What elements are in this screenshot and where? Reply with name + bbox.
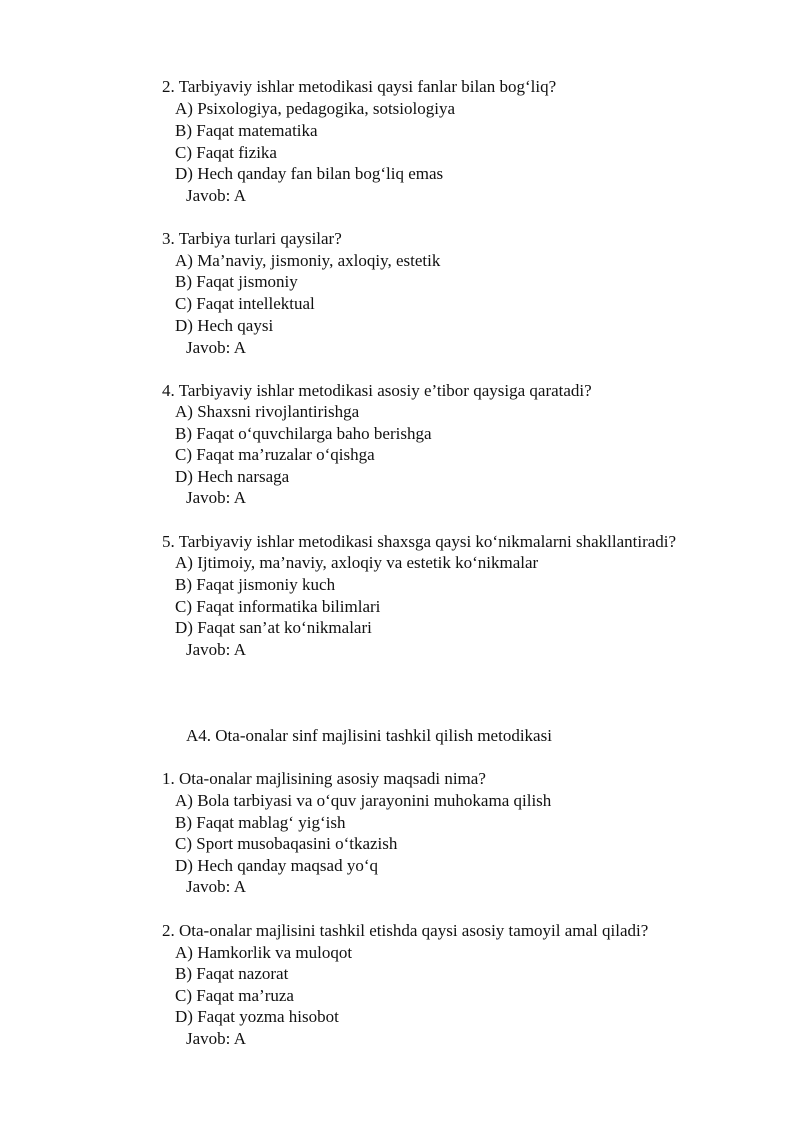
option-a: A) Hamkorlik va muloqot xyxy=(175,943,353,962)
option-c: C) Sport musobaqasini o‘tkazish xyxy=(175,834,398,853)
answer-text: Javob: A xyxy=(186,488,246,507)
option-b: B) Faqat matematika xyxy=(175,121,318,140)
option-c: C) Faqat informatika bilimlari xyxy=(175,597,381,616)
option-d: D) Hech qaysi xyxy=(175,316,274,335)
option-d: D) Hech qanday maqsad yo‘q xyxy=(175,856,378,875)
option-b: B) Faqat mablag‘ yig‘ish xyxy=(175,813,346,832)
option-c: C) Faqat intellektual xyxy=(175,294,315,313)
option-a: A) Psixologiya, pedagogika, sotsiologiya xyxy=(175,99,456,118)
option-a: A) Ma’naviy, jismoniy, axloqiy, estetik xyxy=(175,251,441,270)
option-d: D) Hech qanday fan bilan bog‘liq emas xyxy=(175,164,444,183)
answer-text: Javob: A xyxy=(186,640,246,659)
option-b: B) Faqat o‘quvchilarga baho berishga xyxy=(175,424,432,443)
option-d: D) Hech narsaga xyxy=(175,467,290,486)
option-d: D) Faqat san’at ko‘nikmalari xyxy=(175,618,372,637)
option-a: A) Ijtimoiy, ma’naviy, axloqiy va estetik ko‘nikmalar xyxy=(175,553,539,572)
question-text: 5. Tarbiyaviy ishlar metodikasi shaxsga qaysi ko‘nikmalarni shakllantiradi? xyxy=(162,532,677,551)
question-text: 3. Tarbiya turlari qaysilar? xyxy=(162,229,342,248)
option-a: A) Bola tarbiyasi va o‘quv jarayonini muhokama qilish xyxy=(175,791,552,810)
option-b: B) Faqat jismoniy kuch xyxy=(175,575,336,594)
answer-text: Javob: A xyxy=(186,877,246,896)
option-c: C) Faqat fizika xyxy=(175,143,277,162)
option-b: B) Faqat jismoniy xyxy=(175,272,298,291)
answer-text: Javob: A xyxy=(186,186,246,205)
option-a: A) Shaxsni rivojlantirishga xyxy=(175,402,360,421)
question-text: 4. Tarbiyaviy ishlar metodikasi asosiy e’tibor qaysiga qaratadi? xyxy=(162,381,592,400)
section-heading: A4. Ota-onalar sinf majlisini tashkil qilish metodikasi xyxy=(186,726,552,745)
option-b: B) Faqat nazorat xyxy=(175,964,289,983)
option-d: D) Faqat yozma hisobot xyxy=(175,1007,339,1026)
answer-text: Javob: A xyxy=(186,338,246,357)
answer-text: Javob: A xyxy=(186,1029,246,1048)
question-text: 1. Ota-onalar majlisining asosiy maqsadi nima? xyxy=(162,769,486,788)
question-text: 2. Ota-onalar majlisini tashkil etishda qaysi asosiy tamoyil amal qiladi? xyxy=(162,921,649,940)
option-c: C) Faqat ma’ruza xyxy=(175,986,294,1005)
question-text: 2. Tarbiyaviy ishlar metodikasi qaysi fanlar bilan bog‘liq? xyxy=(162,77,557,96)
option-c: C) Faqat ma’ruzalar o‘qishga xyxy=(175,445,375,464)
